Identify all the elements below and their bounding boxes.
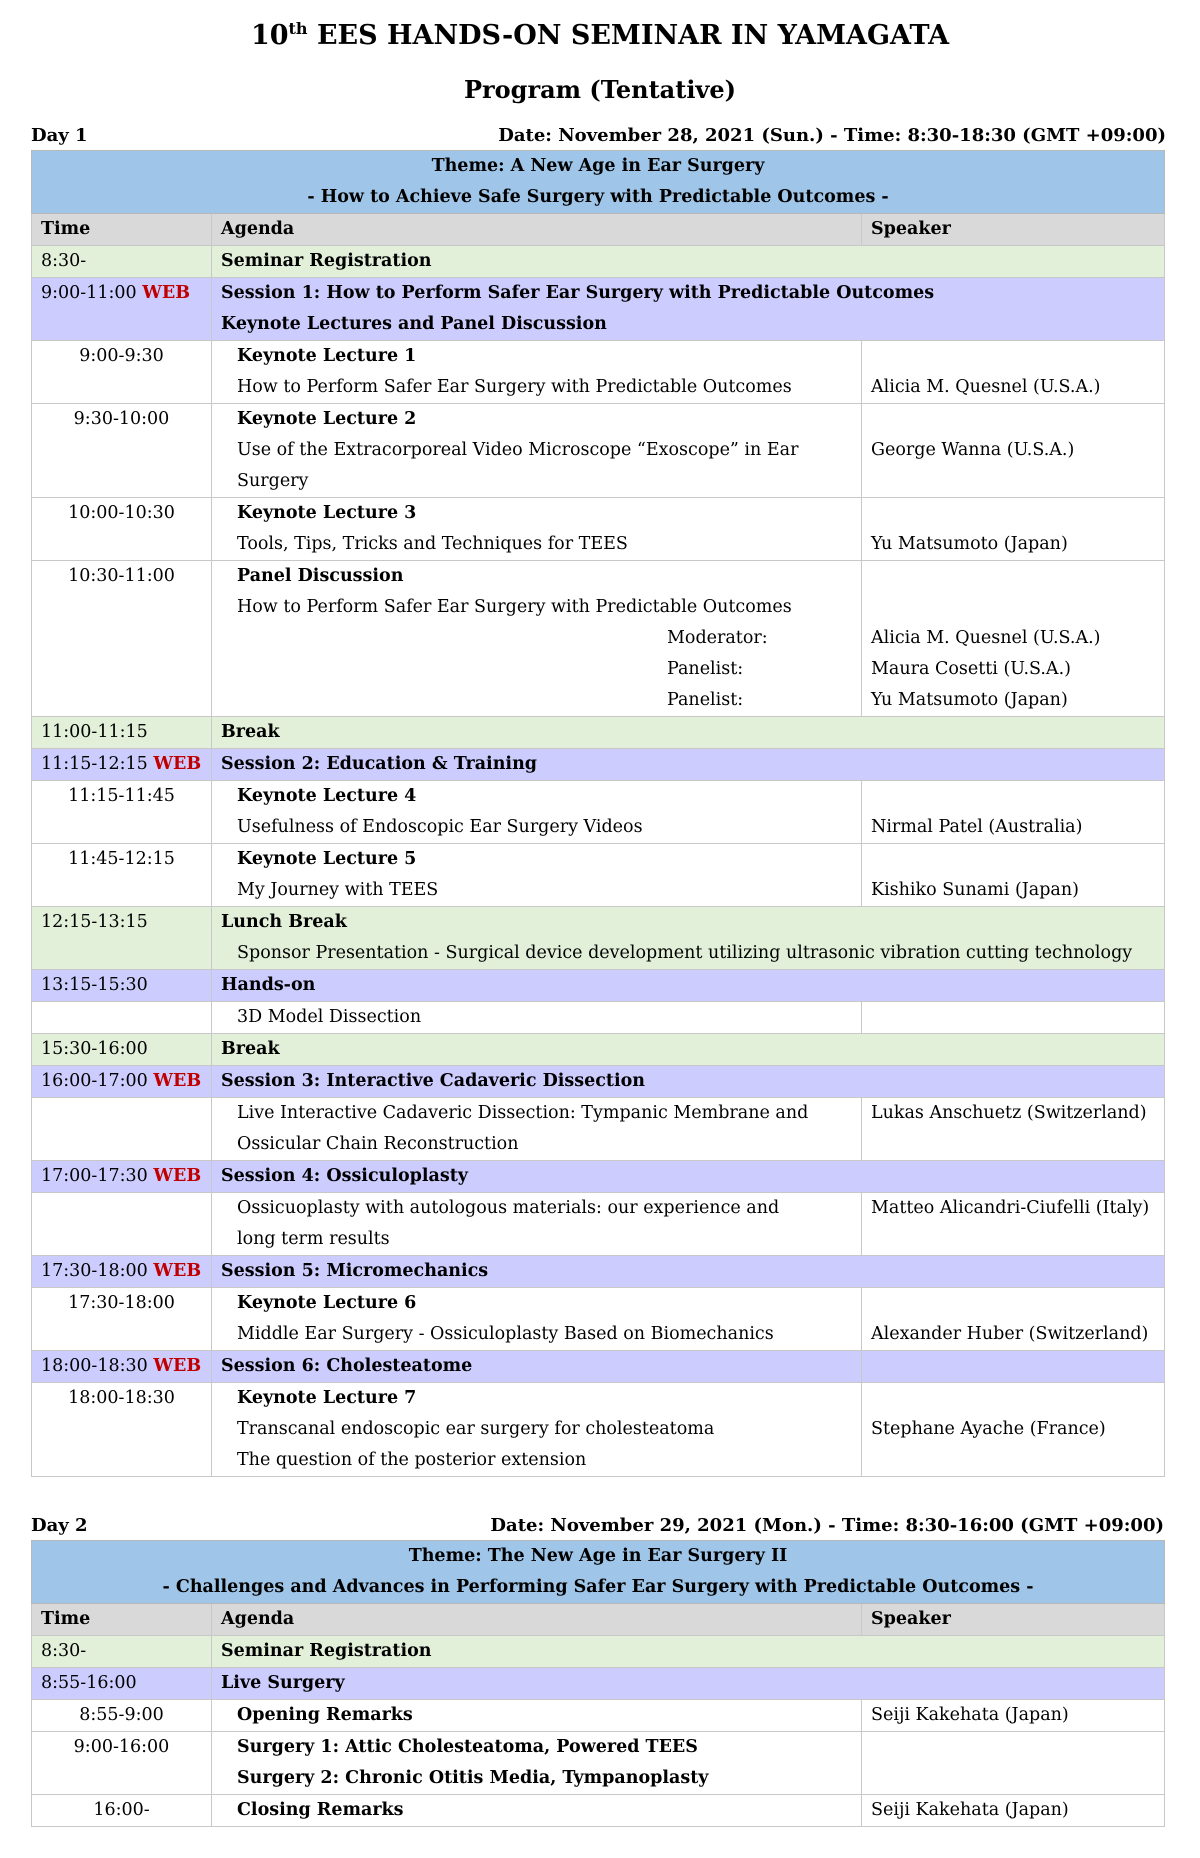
row-time	[32, 1193, 212, 1256]
row-title	[212, 1256, 1165, 1288]
table-row	[32, 1098, 1165, 1161]
row-time: 15:30-16:00	[32, 1034, 212, 1066]
speaker-name: Alicia M. Quesnel (U.S.A.)	[871, 628, 1101, 648]
col-time-header: Time	[32, 214, 212, 246]
session-title: Session 6: Cholesteatome	[221, 1356, 473, 1376]
session-desc-cont: long term results	[237, 1229, 390, 1249]
speaker-name: Alicia M. Quesnel (U.S.A.)	[871, 377, 1101, 397]
lecture-title: Keynote Lecture 4	[237, 786, 417, 806]
row-speaker	[862, 341, 1165, 404]
row-agenda	[212, 1383, 862, 1477]
day1-column-header	[32, 214, 1165, 246]
row-speaker	[862, 1351, 1165, 1383]
day2-program-table	[31, 1540, 1165, 1827]
speaker-name: George Wanna (U.S.A.)	[871, 440, 1075, 460]
row-speaker	[862, 781, 1165, 844]
table-row	[32, 1383, 1165, 1477]
row-time: 9:30-10:00	[32, 404, 212, 498]
speaker-name: Maura Cosetti (U.S.A.)	[871, 659, 1071, 679]
row-agenda	[212, 1732, 862, 1795]
table-row	[32, 717, 1165, 749]
row-time: 8:30-	[32, 246, 212, 278]
session-title: Session 2: Education & Training	[221, 754, 538, 774]
row-title	[212, 1161, 1165, 1193]
closing-remarks: Closing Remarks	[237, 1800, 404, 1820]
row-speaker	[862, 1700, 1165, 1732]
table-row	[32, 498, 1165, 561]
day2-column-header	[32, 1604, 1165, 1636]
day2-theme: Theme: The New Age in Ear Surgery II	[408, 1546, 788, 1566]
row-time	[32, 749, 212, 781]
row-time: 8:55-16:00	[32, 1668, 212, 1700]
row-time	[32, 278, 212, 341]
lecture-desc: How to Perform Safer Ear Surgery with Predictable Outcomes	[237, 377, 792, 397]
time-text: 11:15-12:15	[41, 754, 148, 774]
web-badge: WEB	[153, 1166, 202, 1186]
row-time: 12:15-13:15	[32, 907, 212, 970]
lecture-desc-cont: Surgery	[237, 471, 309, 491]
handson-title: Hands-on	[221, 975, 316, 995]
day1-theme: Theme: A New Age in Ear Surgery	[431, 156, 765, 176]
row-time	[32, 1256, 212, 1288]
table-row	[32, 1193, 1165, 1256]
row-agenda	[212, 561, 862, 717]
row-title	[212, 1351, 862, 1383]
lecture-desc: My Journey with TEES	[237, 880, 439, 900]
row-speaker	[862, 844, 1165, 907]
session-title: Session 1: How to Perform Safer Ear Surgery with Predictable Outcomes	[221, 283, 935, 303]
row-title	[212, 907, 1165, 970]
speaker-name: Seiji Kakehata (Japan)	[871, 1800, 1069, 1820]
row-speaker	[862, 1795, 1165, 1827]
table-row	[32, 1161, 1165, 1193]
row-title	[212, 278, 1165, 341]
table-row	[32, 1256, 1165, 1288]
lecture-title: Keynote Lecture 2	[237, 409, 417, 429]
session-desc: Live Interactive Cadaveric Dissection: Tympanic Membrane and	[237, 1103, 809, 1123]
web-badge: WEB	[142, 283, 191, 303]
session-title: Session 3: Interactive Cadaveric Dissection	[221, 1071, 646, 1091]
table-row	[32, 404, 1165, 498]
surgery-1: Surgery 1: Attic Cholesteatoma, Powered TEES	[237, 1737, 698, 1757]
row-time: 10:00-10:30	[32, 498, 212, 561]
row-speaker	[862, 404, 1165, 498]
time-text: 9:00-11:00	[41, 283, 137, 303]
lecture-title: Keynote Lecture 6	[237, 1293, 417, 1313]
row-time	[32, 1002, 212, 1034]
table-row	[32, 1066, 1165, 1098]
row-title	[212, 1636, 1165, 1668]
lecture-desc: Transcanal endoscopic ear surgery for cholesteatoma	[237, 1419, 715, 1439]
row-time	[32, 1098, 212, 1161]
document-title	[0, 12, 1200, 53]
title-text: EES HANDS-ON SEMINAR IN YAMAGATA	[307, 20, 950, 51]
col-agenda-header: Agenda	[212, 214, 862, 246]
row-time	[32, 1066, 212, 1098]
row-speaker	[862, 561, 1165, 717]
table-row	[32, 246, 1165, 278]
row-agenda	[212, 781, 862, 844]
lecture-desc: Middle Ear Surgery - Ossiculoplasty Based on Biomechanics	[237, 1324, 774, 1344]
row-agenda	[212, 1002, 862, 1034]
row-title	[212, 1066, 1165, 1098]
col-agenda-header: Agenda	[212, 1604, 862, 1636]
row-time: 11:15-11:45	[32, 781, 212, 844]
lecture-title: Keynote Lecture 7	[237, 1388, 417, 1408]
web-badge: WEB	[153, 1071, 202, 1091]
speaker-name: Matteo Alicandri-Ciufelli (Italy)	[871, 1198, 1150, 1218]
row-time	[32, 1161, 212, 1193]
lecture-desc-cont: The question of the posterior extension	[237, 1450, 587, 1470]
row-agenda	[212, 341, 862, 404]
row-title-text: Seminar Registration	[221, 251, 432, 271]
speaker-name: Lukas Anschuetz (Switzerland)	[871, 1103, 1147, 1123]
table-row	[32, 341, 1165, 404]
col-time-header: Time	[32, 1604, 212, 1636]
day1-theme-row	[32, 151, 1165, 214]
day2-theme-row	[32, 1541, 1165, 1604]
col-speaker-header: Speaker	[862, 214, 1165, 246]
table-row	[32, 1351, 1165, 1383]
time-text: 16:00-17:00	[41, 1071, 148, 1091]
table-row	[32, 749, 1165, 781]
table-row	[32, 1732, 1165, 1795]
row-agenda	[212, 1288, 862, 1351]
day1-theme-cell	[32, 151, 1165, 214]
row-speaker	[862, 1732, 1165, 1795]
row-agenda	[212, 844, 862, 907]
row-title-text: Seminar Registration	[221, 1641, 432, 1661]
col-speaker-header: Speaker	[862, 1604, 1165, 1636]
row-time: 8:30-	[32, 1636, 212, 1668]
day1-date: Date: November 28, 2021 (Sun.) - Time: 8:30-18:30 (GMT +09:00)	[498, 125, 1166, 146]
row-time: 9:00-16:00	[32, 1732, 212, 1795]
document-subtitle: Program (Tentative)	[463, 75, 736, 104]
row-title	[212, 717, 1165, 749]
lunch-title: Lunch Break	[221, 912, 347, 932]
opening-remarks: Opening Remarks	[237, 1705, 413, 1725]
surgery-2: Surgery 2: Chronic Otitis Media, Tympanoplasty	[237, 1768, 709, 1788]
row-time: 16:00-	[32, 1795, 212, 1827]
table-row	[32, 1288, 1165, 1351]
title-ordinal: th	[288, 19, 308, 38]
speaker-name: Nirmal Patel (Australia)	[871, 817, 1083, 837]
break-title: Break	[221, 722, 280, 742]
table-row	[32, 1636, 1165, 1668]
day2-header	[31, 1513, 1166, 1539]
row-time	[32, 1351, 212, 1383]
session-desc-cont: Ossicular Chain Reconstruction	[237, 1134, 519, 1154]
lecture-desc: Use of the Extracorporeal Video Microscope “Exoscope” in Ear	[237, 440, 799, 460]
table-row	[32, 1002, 1165, 1034]
row-agenda	[212, 404, 862, 498]
lecture-title: Keynote Lecture 3	[237, 503, 417, 523]
lecture-title: Keynote Lecture 1	[237, 346, 417, 366]
time-text: 18:00-18:30	[41, 1356, 148, 1376]
lecture-desc: Tools, Tips, Tricks and Techniques for TEES	[237, 534, 628, 554]
lecture-desc: Usefulness of Endoscopic Ear Surgery Videos	[237, 817, 643, 837]
live-surgery-title: Live Surgery	[221, 1673, 345, 1693]
row-speaker	[862, 498, 1165, 561]
row-time: 17:30-18:00	[32, 1288, 212, 1351]
speaker-name: Alexander Huber (Switzerland)	[871, 1324, 1149, 1344]
row-title	[212, 749, 1165, 781]
session-title: Session 4: Ossiculoplasty	[221, 1166, 468, 1186]
day2-theme-sub: - Challenges and Advances in Performing Safer Ear Surgery with Predictable Outcomes -	[162, 1577, 1034, 1597]
panel-title: Panel Discussion	[237, 566, 404, 586]
row-speaker	[862, 1288, 1165, 1351]
row-speaker	[862, 1383, 1165, 1477]
row-time: 9:00-9:30	[32, 341, 212, 404]
session-desc: Ossicuoplasty with autologous materials: our experience and	[237, 1198, 780, 1218]
title-number: 10	[250, 20, 289, 51]
row-agenda	[212, 1193, 862, 1256]
row-title	[212, 246, 1165, 278]
table-row	[32, 844, 1165, 907]
row-speaker	[862, 1193, 1165, 1256]
web-badge: WEB	[153, 754, 202, 774]
row-time: 8:55-9:00	[32, 1700, 212, 1732]
row-speaker	[862, 1002, 1165, 1034]
panel-role: Panelist:	[667, 659, 744, 679]
day2-theme-cell	[32, 1541, 1165, 1604]
break-title: Break	[221, 1039, 280, 1059]
table-row	[32, 1795, 1165, 1827]
day1-program-table	[31, 150, 1165, 1477]
panel-desc: How to Perform Safer Ear Surgery with Predictable Outcomes	[237, 597, 792, 617]
row-agenda	[212, 1795, 862, 1827]
web-badge: WEB	[153, 1261, 202, 1281]
panel-role: Moderator:	[667, 628, 768, 648]
row-title	[212, 1034, 1165, 1066]
session-title: Session 5: Micromechanics	[221, 1261, 489, 1281]
panel-role: Panelist:	[667, 690, 744, 710]
table-row	[32, 1700, 1165, 1732]
row-time: 13:15-15:30	[32, 970, 212, 1002]
lecture-title: Keynote Lecture 5	[237, 849, 417, 869]
table-row	[32, 907, 1165, 970]
sponsor-presentation: Sponsor Presentation - Surgical device development utilizing ultrasonic vibration cutting technology	[237, 943, 1133, 963]
row-time: 11:00-11:15	[32, 717, 212, 749]
row-title	[212, 970, 1165, 1002]
row-title	[212, 1668, 1165, 1700]
day1-theme-sub: - How to Achieve Safe Surgery with Predictable Outcomes -	[307, 187, 889, 207]
speaker-name: Kishiko Sunami (Japan)	[871, 880, 1079, 900]
session-subtitle: Keynote Lectures and Panel Discussion	[221, 314, 607, 334]
day2-date: Date: November 29, 2021 (Mon.) - Time: 8:30-16:00 (GMT +09:00)	[490, 1515, 1164, 1536]
row-time: 11:45-12:15	[32, 844, 212, 907]
speaker-name: Yu Matsumoto (Japan)	[871, 690, 1068, 710]
table-row	[32, 1668, 1165, 1700]
handson-desc: 3D Model Dissection	[237, 1007, 422, 1027]
speaker-name: Stephane Ayache (France)	[871, 1419, 1106, 1439]
table-row	[32, 278, 1165, 341]
time-text: 17:30-18:00	[41, 1261, 148, 1281]
day1-label: Day 1	[31, 125, 88, 146]
day1-header	[31, 123, 1166, 149]
row-time: 18:00-18:30	[32, 1383, 212, 1477]
row-agenda	[212, 1700, 862, 1732]
row-time: 10:30-11:00	[32, 561, 212, 717]
time-text: 17:00-17:30	[41, 1166, 148, 1186]
table-row	[32, 970, 1165, 1002]
table-row	[32, 781, 1165, 844]
table-row	[32, 561, 1165, 717]
row-agenda	[212, 1098, 862, 1161]
speaker-name: Seiji Kakehata (Japan)	[871, 1705, 1069, 1725]
day2-label: Day 2	[31, 1515, 88, 1536]
row-agenda	[212, 498, 862, 561]
table-row	[32, 1034, 1165, 1066]
web-badge: WEB	[153, 1356, 202, 1376]
speaker-name: Yu Matsumoto (Japan)	[871, 534, 1068, 554]
row-speaker	[862, 1098, 1165, 1161]
